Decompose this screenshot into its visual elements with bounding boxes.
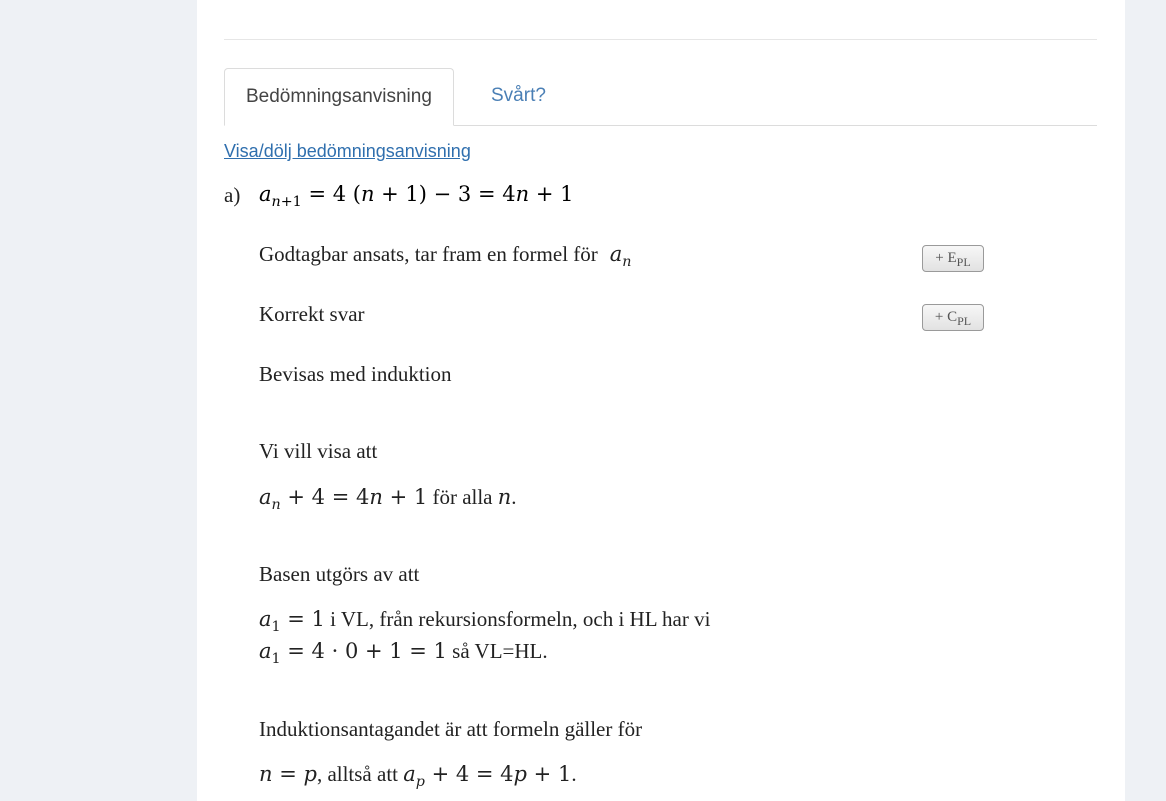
proof-claim: $a_n + 4 = 4n + 1$ för alla n.	[259, 485, 517, 513]
proof-intro: Vi vill visa att	[259, 439, 378, 463]
proof-heading: Bevisas med induktion	[259, 362, 452, 386]
part-label: a)	[224, 183, 241, 207]
criterion-1	[259, 242, 632, 270]
claim-var: n	[497, 485, 512, 509]
hyp-text: , alltså att	[316, 762, 398, 786]
base-math-1: $a_1 = 1$	[259, 607, 325, 635]
base-line-1	[259, 607, 711, 635]
equation-a: $a_{n+1} = 4$ (n + 1) − 3 = 4n + 1	[259, 182, 574, 210]
base-heading: Basen utgörs av att	[259, 562, 420, 586]
hypothesis-line: n = p, alltså att $a_p + 4 = 4p + 1$.	[259, 762, 577, 790]
hyp-math-1: n = p	[259, 762, 317, 786]
hyp-math-2: $a_p + 4 = 4p + 1$	[403, 762, 572, 790]
criterion-1-math: $a_n$	[609, 242, 632, 270]
criterion-2-text: Korrekt svar	[259, 302, 365, 326]
main-content	[197, 0, 1125, 801]
base-line-2	[259, 639, 548, 667]
base-text-2: så VL=HL.	[452, 639, 548, 663]
tab-svart[interactable]: Svårt?	[491, 85, 546, 106]
tab-bar	[224, 68, 1097, 126]
claim-math: $a_n + 4 = 4n + 1$	[259, 485, 428, 513]
base-text-1: i VL, från rekursionsformeln, och i HL har vi	[330, 607, 711, 631]
claim-text: för alla	[432, 485, 493, 509]
hypothesis-heading: Induktionsantagandet är att formeln gäller för	[259, 717, 643, 741]
base-math-2: $a_1 = 4 \cdot 0 + 1 = 1$	[259, 639, 447, 667]
cp-badge[interactable]: + $C_{PL}$	[922, 304, 984, 331]
tab-bedomningsanvisning[interactable]: Bedömningsanvisning	[224, 68, 454, 126]
ep-badge[interactable]: + $E_{PL}$	[922, 245, 984, 272]
criterion-1-text: Godtagbar ansats, tar fram en formel för	[259, 242, 598, 266]
divider	[224, 39, 1097, 40]
toggle-assessment-link[interactable]: Visa/dölj bedömningsanvisning	[224, 141, 471, 161]
